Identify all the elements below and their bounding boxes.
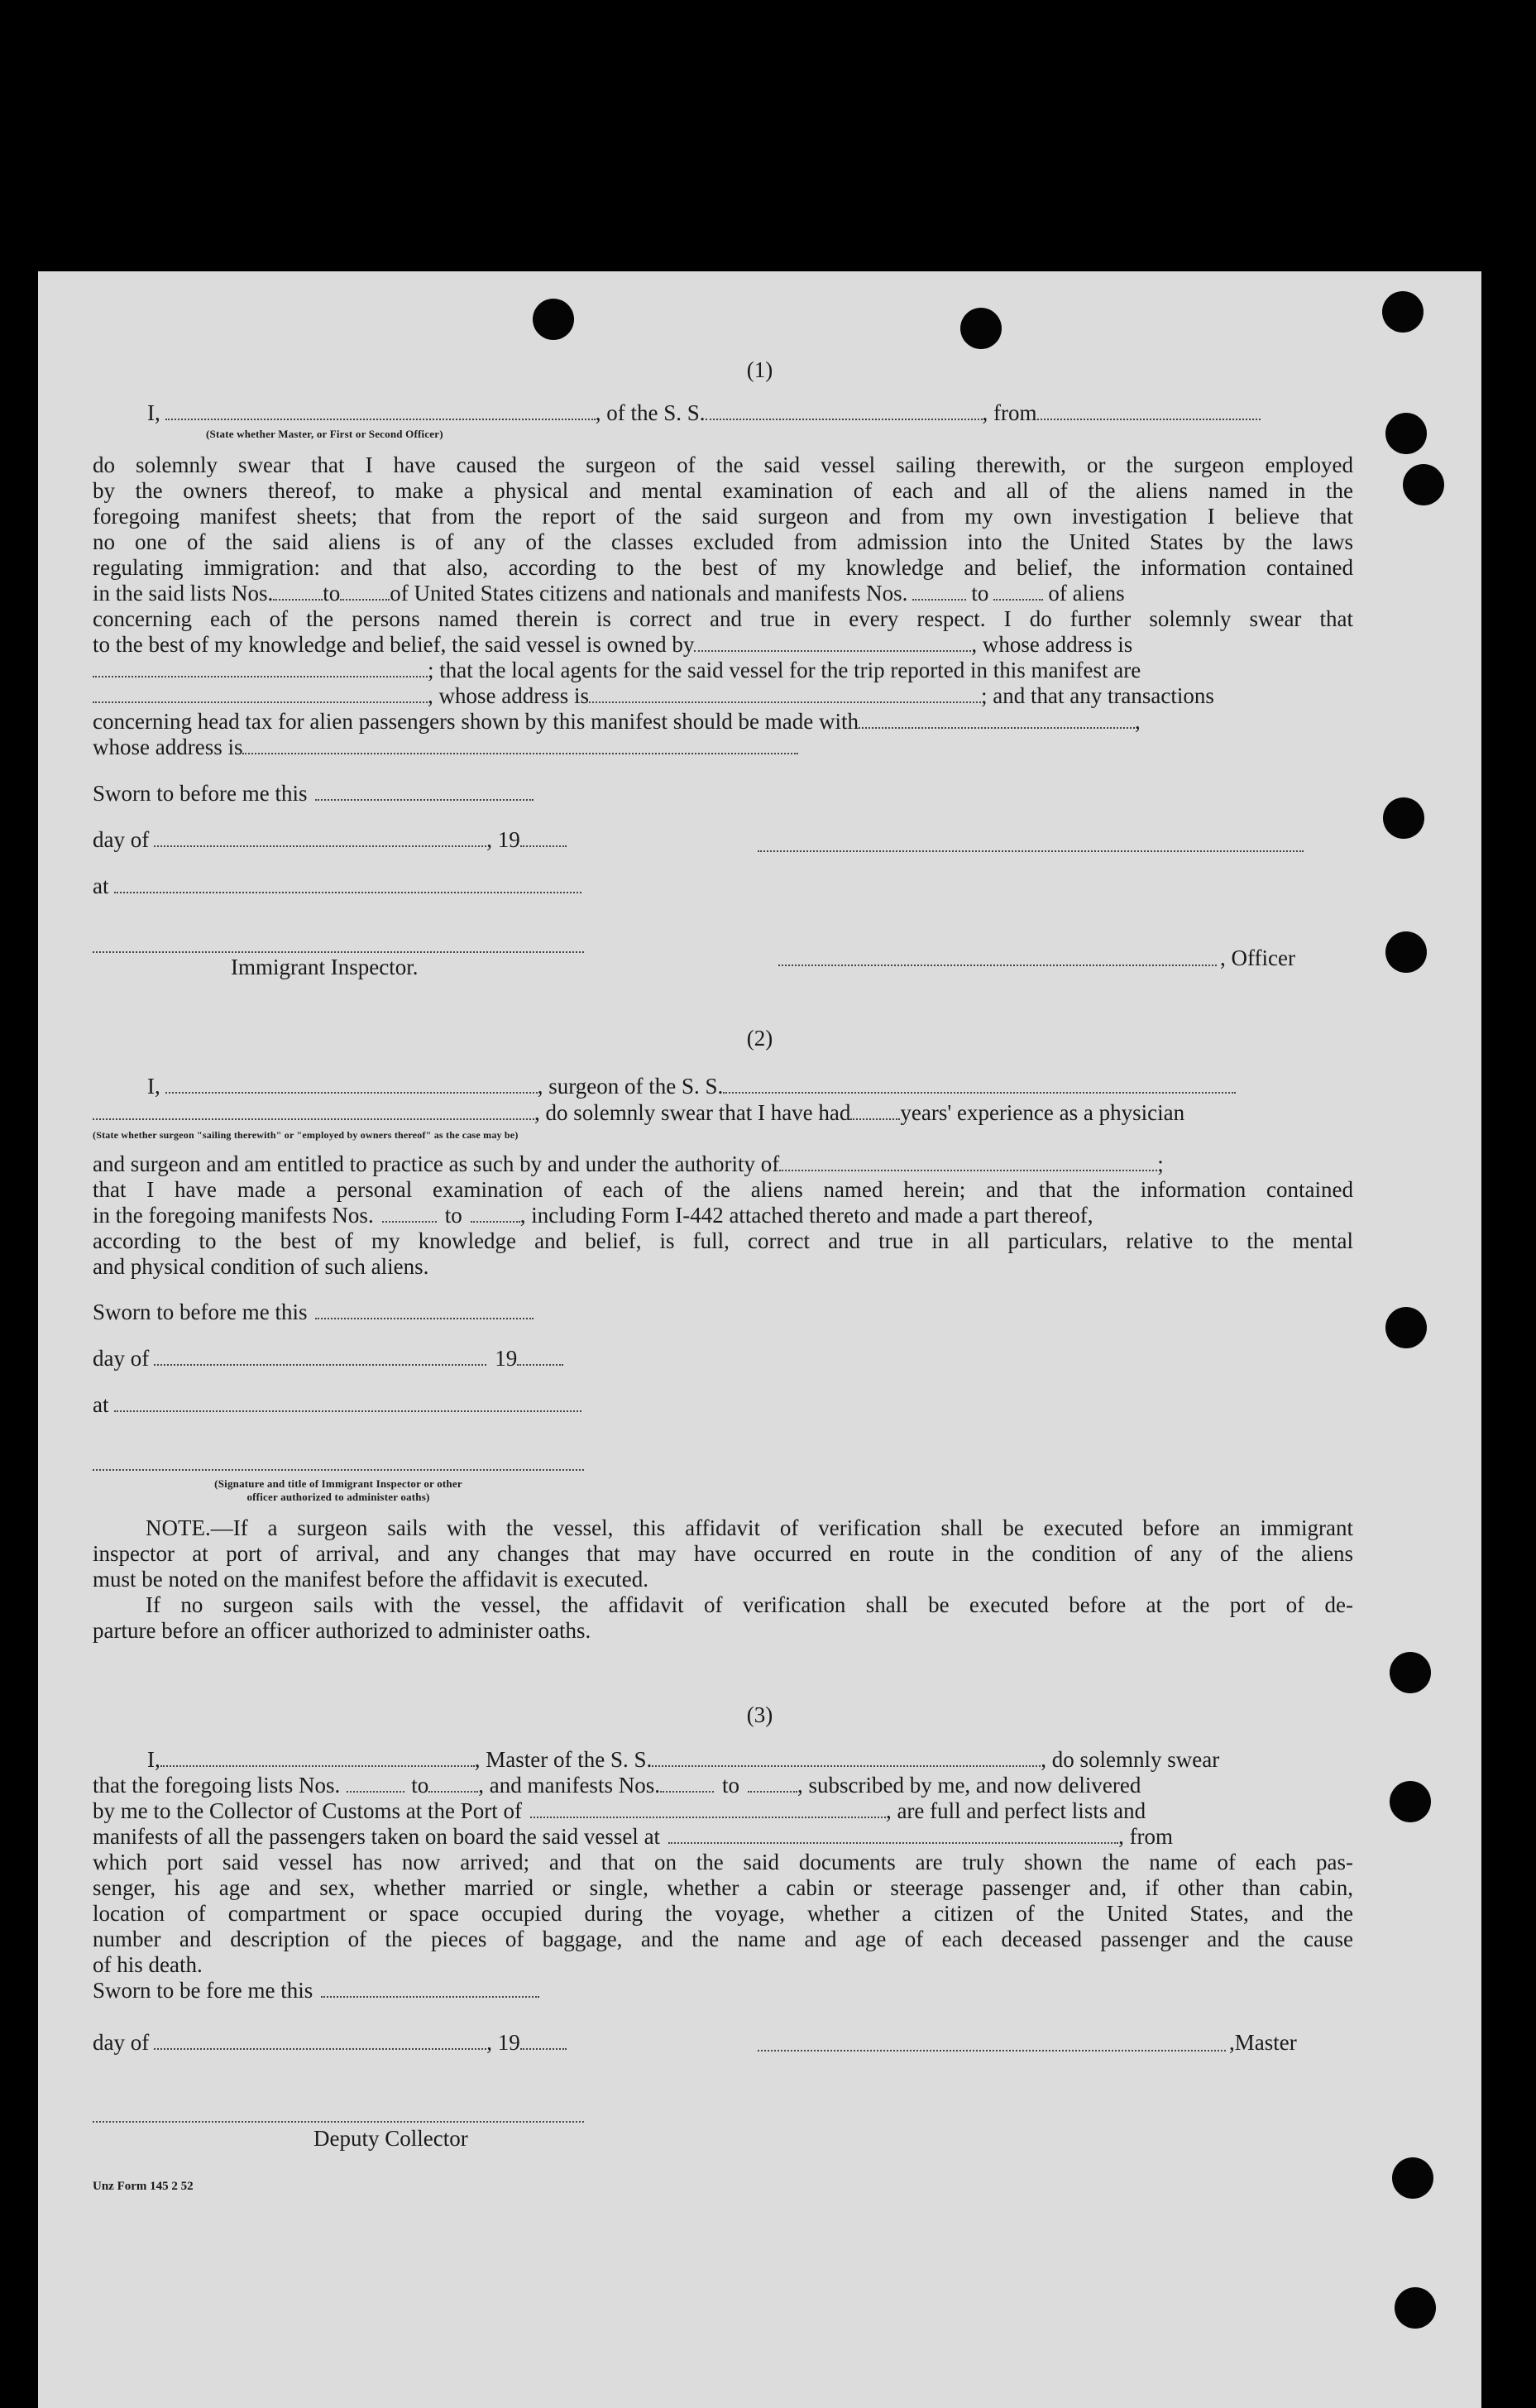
body-line: and physical condition of such aliens. [93,1254,429,1279]
master-title: ,Master [1229,2030,1297,2055]
sworn-line: Sworn to be fore me this [93,1978,1353,2003]
body-line: of his death. [93,1952,203,1977]
note-line: must be noted on the manifest before the affidavit is executed. [93,1567,649,1592]
master-signature-line [758,2050,1226,2051]
lists-line: in the said lists Nos. to of United States citizens and nationals and manifests Nos. to of aliens [93,581,1125,606]
form-sheet [38,271,1481,2408]
owner-line: to the best of my knowledge and belief, the said vessel is owned by , whose address is [93,632,1133,657]
agents-line: ; that the local agents for the said vessel for the trip reported in this manifest are [93,658,1353,683]
punch-hole [1385,1307,1427,1348]
note-line: If no surgeon sails with the vessel, the affidavit of verification shall be executed before at the port of de- [146,1592,1353,1617]
officer-title: , Officer [1220,945,1295,970]
section-2-intro: I, , surgeon of the S. S. [147,1074,1353,1099]
section-3-intro: I, , Master of the S. S. , do solemnly swear [147,1747,1220,1772]
signature-caption: officer authorized to administer oaths) [246,1491,430,1503]
punch-hole [1390,1652,1431,1693]
day-of-line: day of 19 [93,1346,563,1372]
body-line: do solemnly swear that I have caused the surgeon of the said vessel sailing therewith, or the surgeon employed [93,452,1353,477]
master-signature-line [758,850,1304,852]
section-1-number: (1) [746,357,773,382]
section-2-swear-line: , do solemnly swear that I have had years' experience as a physician [93,1100,1353,1126]
punch-hole [1385,413,1427,454]
sworn-line: Sworn to before me this [93,1300,534,1325]
inspector-title: Immigrant Inspector. [231,955,419,979]
body-line: senger, his age and sex, whether married or single, whether a cabin or steerage passenger and, if other than cabin, [93,1875,1353,1900]
section-2-number: (2) [746,1026,773,1051]
whose-address-line: whose address is [93,735,1353,760]
at-line: at [93,874,581,899]
section-1-body [93,452,1353,760]
port-line: by me to the Collector of Customs at the Port of , are full and perfect lists and [93,1798,1146,1823]
signature-caption: (Signature and title of Immigrant Inspector or other [214,1477,462,1490]
note-line: NOTE.—If a surgeon sails with the vessel, this affidavit of verification shall be executed before an immigrant [146,1515,1353,1540]
body-line: no one of the said aliens is of any of the classes excluded from admission into the United States by the laws [93,529,1353,554]
inspector-signature-line [93,1469,584,1471]
punch-hole [960,308,1002,349]
section-2-body [93,1151,1353,1280]
punch-hole [1383,797,1424,839]
form-number: Unz Form 145 2 52 [93,2180,194,2193]
body-line: that I have made a personal examination of each of the aliens named herein; and that the information contained [93,1177,1353,1202]
sworn-line: Sworn to before me this [93,781,534,807]
deputy-signature-line [93,2121,584,2123]
body-line: by the owners thereof, to make a physical and mental examination of each and all of the aliens named in the [93,478,1353,503]
body-line: regulating immigration: and that also, according to the best of my knowledge and belief, the information contained [93,555,1353,580]
note-line: parture before an officer authorized to administer oaths. [93,1618,591,1643]
body-line: location of compartment or space occupied during the voyage, whether a citizen of the United States, and the [93,1901,1353,1926]
officer-signature-line [778,965,1217,966]
note-line: inspector at port of arrival, and any changes that may have occurred en route in the condition of any of the aliens [93,1541,1353,1566]
day-of-line: day of , 19 [93,2030,567,2056]
manifest-line: in the foregoing manifests Nos. to , including Form I-442 attached thereto and made a part thereof, [93,1203,1093,1228]
headtax-line: concerning head tax for alien passengers shown by this manifest should be made with , [93,709,1141,734]
punch-hole [1392,2157,1433,2199]
punch-hole [1403,464,1444,505]
body-line: which port said vessel has now arrived; and that on the said documents are truly shown the name of each pas- [93,1850,1353,1874]
section-3-number: (3) [746,1702,773,1727]
punch-hole [533,299,574,340]
punch-hole [1385,931,1427,973]
day-of-line: day of , 19 [93,827,567,853]
body-line: number and description of the pieces of baggage, and the name and age of each deceased passenger and the cause [93,1927,1353,1951]
agents-address-line: , whose address is ; and that any transactions [93,683,1353,709]
section-1-intro-caption: (State whether Master, or First or Second Officer) [206,428,443,440]
deputy-collector-title: Deputy Collector [313,2126,468,2151]
section-3-body [93,1747,1353,2003]
board-line: manifests of all the passengers taken on board the said vessel at , from [93,1824,1174,1849]
punch-hole [1395,2287,1436,2329]
punch-hole [1382,291,1424,333]
body-line: concerning each of the persons named therein is correct and true in every respect. I do further solemnly swear that [93,606,1353,631]
at-line: at [93,1392,581,1418]
lists-line: that the foregoing lists Nos. to , and manifests Nos. to , subscribed by me, and now delivered [93,1773,1141,1798]
body-line: foregoing manifest sheets; that from the report of the said surgeon and from my own investigation I believe that [93,504,1353,529]
inspector-signature-line [93,951,584,953]
punch-hole [1390,1781,1431,1822]
body-line: according to the best of my knowledge and belief, is full, correct and true in all particulars, relative to the mental [93,1228,1353,1253]
note-block [93,1515,1353,1644]
authority-line: and surgeon and am entitled to practice as such by and under the authority of ; [93,1151,1164,1176]
section-1-intro: I, , of the S. S. , from [147,400,1353,426]
section-2-caption: (State whether surgeon "sailing therewith" or "employed by owners thereof" as the case may be) [93,1129,519,1141]
